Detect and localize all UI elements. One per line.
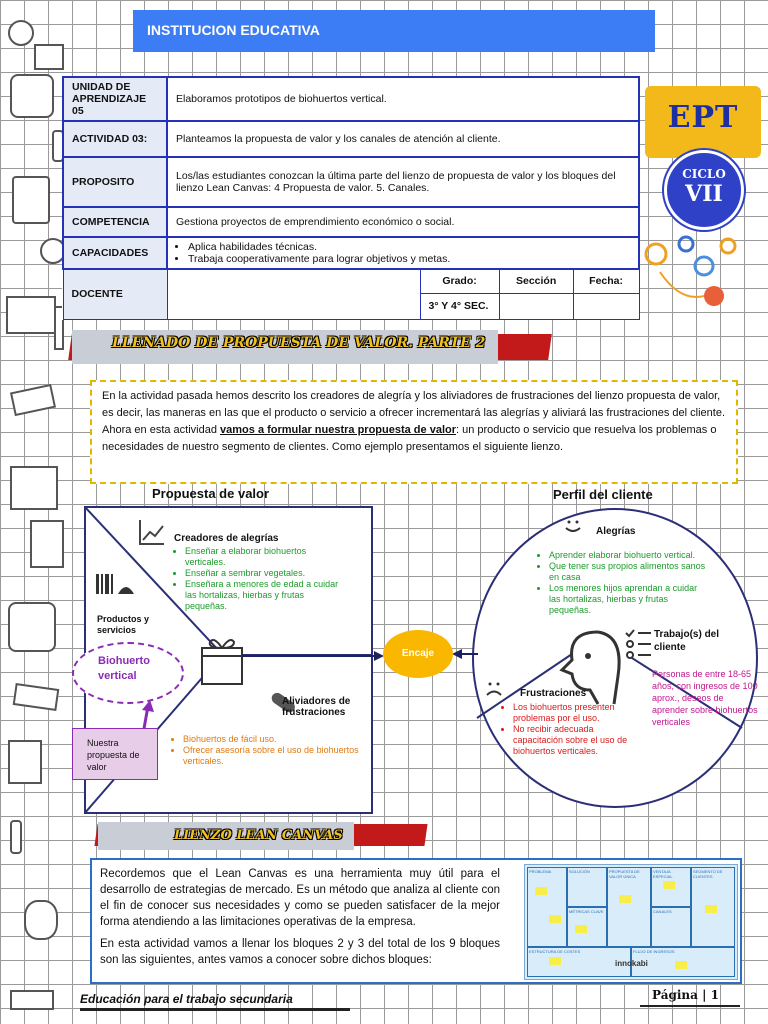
trabajos-text: Personas de entre 18-65 años, con ingresos de 100 aprox., deseos de aprender sobre biohuertos verticales xyxy=(652,669,758,727)
footer-underline xyxy=(80,1008,350,1011)
encaje-arrow-right xyxy=(452,646,478,662)
brain-gears-icon xyxy=(640,232,752,312)
actividad-label: ACTIVIDAD 03: xyxy=(63,121,167,157)
alegrias-title: Alegrías xyxy=(596,526,636,537)
pc-title: Perfil del cliente xyxy=(553,487,653,502)
lc-cell-propuesta: PROPUESTA DE VALOR ÚNICA xyxy=(607,867,651,947)
book-icon xyxy=(34,44,64,70)
institution-header: INSTITUCION EDUCATIVA xyxy=(133,10,655,52)
nuestra-propuesta-box: Nuestra propuesta de valor xyxy=(72,728,158,780)
alegria-item: • Aprender elaborar biohuerto vertical. xyxy=(549,550,709,561)
creadores-title: Creadores de alegrías xyxy=(174,533,279,544)
creador-item: • Enseñar a sembrar vegetales. xyxy=(185,568,345,579)
intro-p2-before: Ahora en esta actividad xyxy=(102,424,221,436)
graduation-cap-icon-2 xyxy=(13,683,60,711)
frustraciones-list xyxy=(504,702,645,757)
productos-title: Productos y servicios xyxy=(97,614,150,635)
competencia-label: COMPETENCIA xyxy=(63,207,167,237)
sticky-note xyxy=(535,887,547,895)
footer-text: Educación para el trabajo secundaria xyxy=(80,992,293,1006)
docente-label: DOCENTE xyxy=(63,269,167,319)
sticky-note xyxy=(705,905,717,913)
reading-student-icon xyxy=(10,74,54,118)
section1-banner: LLENADO DE PROPUESTA DE VALOR. PARTE 2 xyxy=(72,330,498,364)
frustraciones-title: Frustraciones xyxy=(520,688,587,699)
aliviador-item: • Ofrecer asesoría sobre el uso de biohuertos verticales. xyxy=(183,745,375,767)
seccion-value xyxy=(499,293,573,319)
graduation-cap-icon xyxy=(10,384,56,416)
actividad-value: Planteamos la propuesta de valor y los canales de atención al cliente. xyxy=(167,121,639,157)
sticky-note xyxy=(675,961,687,969)
aliviadores-list xyxy=(174,734,375,767)
sticky-note xyxy=(575,925,587,933)
open-book-icon xyxy=(6,296,56,334)
lc-cell-segmento: SEGMENTO DE CLIENTES xyxy=(691,867,735,947)
graduation-cap-icon-3 xyxy=(10,990,54,1010)
aliviadores-title: Aliviadores de frustraciones xyxy=(282,696,351,718)
intro-box xyxy=(90,380,738,484)
lc-cell-canales: CANALES xyxy=(651,907,691,947)
fecha-label: Fecha: xyxy=(573,269,639,293)
sticky-note xyxy=(619,895,631,903)
products-services-icon xyxy=(96,572,136,598)
lean-canvas-image xyxy=(524,864,738,980)
capacidades-list xyxy=(167,237,639,269)
lean-canvas-paragraph-2: En esta actividad vamos a llenar los bloques 2 y 3 del total de los 9 bloques son las siguientes, antes vamos a conocer sobre dichos bloques: xyxy=(100,938,500,966)
sticky-note xyxy=(549,957,561,965)
innokabi-logo: innokabi xyxy=(615,959,648,968)
unidad-label: UNIDAD DE APRENDIZAJE 05 xyxy=(63,77,167,121)
creador-item: • Enseñara a menores de edad a cuidar las hortalizas, hierbas y frutas pequeñas. xyxy=(185,579,345,612)
grado-value: 3° Y 4° SEC. xyxy=(420,293,499,319)
capacidades-label: CAPACIDADES xyxy=(63,237,167,269)
gift-box-icon xyxy=(200,630,244,686)
docente-value xyxy=(167,269,420,319)
ciclo-label: CICLO xyxy=(682,167,726,181)
creador-item: • Enseñar a elaborar biohuertos verticales. xyxy=(185,546,345,568)
ciclo-badge xyxy=(664,150,744,230)
owl-icon xyxy=(24,900,58,940)
intro-p2-after: : un producto o servicio que resuelva los problemas o necesidades de nuestro segmento de clientes. Como ejemplo presentamos el siguiente lienzo. xyxy=(102,424,717,453)
trabajos-title: Trabajo(s) del cliente xyxy=(654,629,720,653)
lean-canvas-paragraph-1: Recordemos que el Lean Canvas es una herramienta muy útil para el desarrollo de estrategias de mercado. Es un método que analiza al cliente con el fin de conocer sus necesidades y como se pueden satisfacer de la mejor forma atendiendo a las limitaciones operativas de la empresa. xyxy=(100,868,500,928)
encaje-circle: Encaje xyxy=(383,630,453,678)
test-tubes-icon xyxy=(30,520,64,568)
ciclo-number: VII xyxy=(685,181,723,207)
alegria-item: • Que tener sus propios alimentos sanos en casa xyxy=(549,561,709,583)
lc-cell-problema: PROBLEMA xyxy=(527,867,567,947)
encaje-arrow xyxy=(242,648,384,664)
alegria-item: • Los menores hijos aprendan a cuidar las hortalizas, hierbas y frutas pequeñas. xyxy=(549,583,709,616)
robot-icon xyxy=(12,176,50,224)
capacidad-item: • Aplica habilidades técnicas. xyxy=(188,241,630,253)
fecha-value xyxy=(573,293,639,319)
seccion-label: Sección xyxy=(499,269,573,293)
trend-chart-icon xyxy=(138,518,166,546)
vp-title: Propuesta de valor xyxy=(152,486,270,501)
section2-banner: LIENZO LEAN CANVAS xyxy=(98,822,354,850)
alegrias-list xyxy=(540,550,709,616)
unidad-value: Elaboramos prototipos de biohuertos vertical. xyxy=(167,77,639,121)
apple-icon xyxy=(8,20,34,46)
sticky-note xyxy=(663,881,675,889)
intro-p2-bold: vamos a formular nuestra propuesta de valor xyxy=(220,424,456,436)
activity-info-table xyxy=(62,76,640,320)
competencia-value: Gestiona proyectos de emprendimiento económico o social. xyxy=(167,207,639,237)
frustracion-item: • Los biohuertos presenten problemas por el uso. xyxy=(513,702,645,724)
page-underline xyxy=(640,1005,740,1007)
intro-paragraph-1: En la actividad pasada hemos descrito los creadores de alegría y los aliviadores de frustraciones del lienzo propuesta de valor, es decir, las maneras en las que el producto o servicio a ofrecer incrementará las alegrías y aliviará las frustraciones del cliente. xyxy=(102,390,726,419)
capacidad-item: • Trabaja cooperativamente para lograr objetivos y metas. xyxy=(188,253,630,265)
proposito-label: PROPOSITO xyxy=(63,157,167,207)
paperclip-icon-2 xyxy=(10,820,22,854)
reading-girl-icon xyxy=(8,602,56,652)
ept-label: EPT xyxy=(667,100,739,135)
smile-icon xyxy=(563,516,583,536)
biohuerto-ellipse: Biohuerto vertical xyxy=(72,642,184,704)
lc-cell-metricas: MÉTRICAS CLAVE xyxy=(567,907,607,947)
lean-canvas-text xyxy=(100,866,500,968)
page-number: Página | 1 xyxy=(652,988,719,1002)
aliviador-item: • Biohuertos de fácil uso. xyxy=(183,734,375,745)
grado-label: Grado: xyxy=(420,269,499,293)
frown-icon xyxy=(484,678,504,698)
lc-cell-ventaja: VENTAJA ESPECIAL xyxy=(651,867,691,907)
sticky-note xyxy=(549,915,561,923)
creadores-list xyxy=(176,546,345,612)
lc-cell-solucion: SOLUCIÓN xyxy=(567,867,607,907)
checklist-icon xyxy=(624,628,652,660)
frustracion-item: • No recibir adecuada capacitación sobre el uso de biohuertos verticales. xyxy=(513,724,645,757)
lc-cell-ingresos: FLUJO DE INGRESOS xyxy=(631,947,735,977)
books-stack-icon xyxy=(10,466,58,510)
pencil-icon xyxy=(8,740,42,784)
lc-cell-costes: ESTRUCTURA DE COSTES xyxy=(527,947,631,977)
school-doodle-border xyxy=(0,0,70,1024)
proposito-value: Los/las estudiantes conozcan la última parte del lienzo de propuesta de valor y los bloques del lienzo Lean Canvas: 4 Propuesta de valor. 5. Canales. xyxy=(167,157,639,207)
